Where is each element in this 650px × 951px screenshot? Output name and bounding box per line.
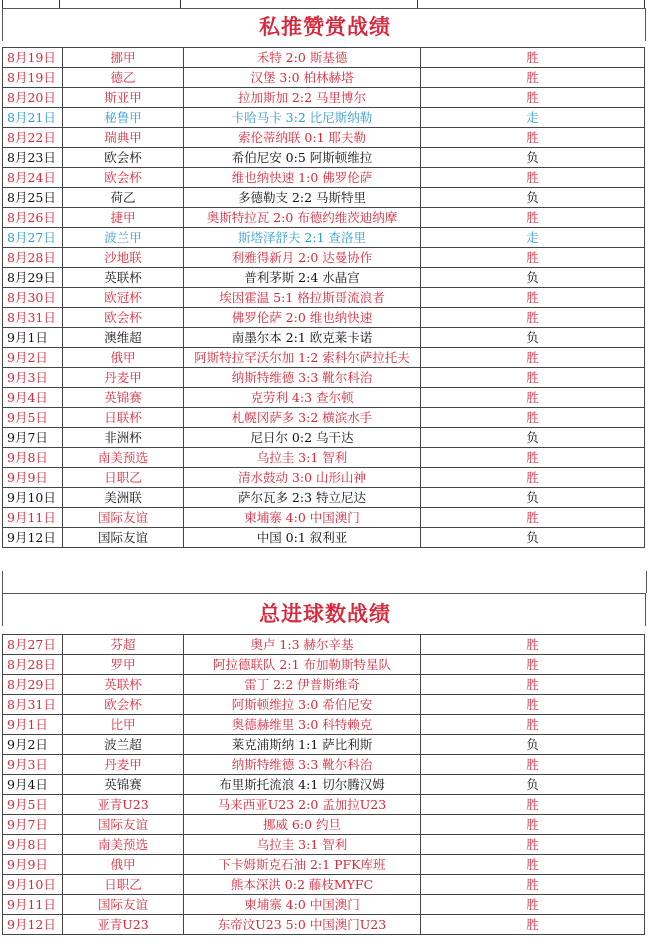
date-cell: 8月19日 — [3, 48, 63, 68]
league-cell: 德乙 — [63, 68, 184, 88]
match-cell: 萨尔瓦多 2:3 特立尼达 — [184, 488, 421, 508]
result-cell: 胜 — [421, 48, 645, 68]
match-cell: 索伦蒂纳联 0:1 耶夫勒 — [184, 128, 421, 148]
table-row — [3, 815, 645, 835]
match-cell: 多德勒支 2:2 马斯特里 — [184, 188, 421, 208]
result-cell: 胜 — [421, 308, 645, 328]
league-cell: 国际友谊 — [63, 815, 184, 835]
result-cell: 负 — [421, 528, 645, 548]
result-cell: 胜 — [421, 855, 645, 875]
league-cell: 日职乙 — [63, 875, 184, 895]
match-cell: 乌拉圭 3:1 智利 — [184, 448, 421, 468]
result-cell: 胜 — [421, 915, 645, 935]
top-table-edge — [0, 0, 650, 8]
match-cell: 中国 0:1 叙利亚 — [184, 528, 421, 548]
table-row — [3, 895, 645, 915]
table-row — [3, 528, 645, 548]
league-cell: 欧会杯 — [63, 695, 184, 715]
league-cell: 瑞典甲 — [63, 128, 184, 148]
date-cell: 8月29日 — [3, 268, 63, 288]
date-cell: 9月10日 — [3, 875, 63, 895]
result-cell: 胜 — [421, 288, 645, 308]
match-cell: 雷丁 2:2 伊普斯维奇 — [184, 675, 421, 695]
match-cell: 纳斯特维德 3:3 靴尔科治 — [184, 755, 421, 775]
date-cell: 8月24日 — [3, 168, 63, 188]
result-cell: 负 — [421, 775, 645, 795]
date-cell: 9月5日 — [3, 408, 63, 428]
result-cell: 胜 — [421, 448, 645, 468]
table-row — [3, 695, 645, 715]
match-cell: 马来西亚U23 2:0 孟加拉U23 — [184, 795, 421, 815]
match-cell: 利雅得新月 2:0 达曼协作 — [184, 248, 421, 268]
section-2-title: 总进球数战绩 — [259, 602, 391, 626]
date-cell: 9月4日 — [3, 775, 63, 795]
match-cell: 禾特 2:0 斯基德 — [184, 48, 421, 68]
league-cell: 俄甲 — [63, 348, 184, 368]
table-row — [3, 468, 645, 488]
match-cell: 阿斯顿维拉 3:0 希伯尼安 — [184, 695, 421, 715]
league-cell: 挪甲 — [63, 48, 184, 68]
date-cell: 8月31日 — [3, 695, 63, 715]
date-cell: 8月20日 — [3, 88, 63, 108]
date-cell: 8月25日 — [3, 188, 63, 208]
result-cell: 胜 — [421, 655, 645, 675]
match-cell: 纳斯特维德 3:3 靴尔科治 — [184, 368, 421, 388]
result-cell: 胜 — [421, 835, 645, 855]
league-cell: 罗甲 — [63, 655, 184, 675]
date-cell: 9月8日 — [3, 835, 63, 855]
date-cell: 9月11日 — [3, 508, 63, 528]
result-cell: 胜 — [421, 875, 645, 895]
result-cell: 走 — [421, 228, 645, 248]
league-cell: 捷甲 — [63, 208, 184, 228]
date-cell: 8月29日 — [3, 675, 63, 695]
match-cell: 柬埔寨 4:0 中国澳门 — [184, 508, 421, 528]
table-row — [3, 308, 645, 328]
table-row — [3, 368, 645, 388]
result-cell: 胜 — [421, 795, 645, 815]
table-row — [3, 348, 645, 368]
table-row — [3, 288, 645, 308]
league-cell: 国际友谊 — [63, 895, 184, 915]
result-cell: 胜 — [421, 248, 645, 268]
table-row — [3, 855, 645, 875]
match-cell: 奥德赫维里 3:0 科特赖克 — [184, 715, 421, 735]
date-cell: 8月28日 — [3, 655, 63, 675]
league-cell: 南美预选 — [63, 835, 184, 855]
date-cell: 9月2日 — [3, 348, 63, 368]
date-cell: 9月2日 — [3, 735, 63, 755]
table-row — [3, 68, 645, 88]
date-cell: 9月1日 — [3, 715, 63, 735]
result-cell: 负 — [421, 328, 645, 348]
match-cell: 熊本深洪 0:2 藤枝MYFC — [184, 875, 421, 895]
result-cell: 胜 — [421, 348, 645, 368]
match-cell: 柬埔寨 4:0 中国澳门 — [184, 895, 421, 915]
result-cell: 负 — [421, 148, 645, 168]
match-cell: 阿拉德联队 2:1 布加勒斯特星队 — [184, 655, 421, 675]
match-cell: 奥卢 1:3 赫尔辛基 — [184, 635, 421, 655]
table-row — [3, 248, 645, 268]
table-row — [3, 228, 645, 248]
table-row — [3, 268, 645, 288]
match-cell: 奥斯特拉瓦 2:0 布德约维茨迪纳摩 — [184, 208, 421, 228]
league-cell: 澳维超 — [63, 328, 184, 348]
result-cell: 胜 — [421, 208, 645, 228]
result-cell: 胜 — [421, 88, 645, 108]
table-row — [3, 168, 645, 188]
match-cell: 拉加斯加 2:2 马里博尔 — [184, 88, 421, 108]
table-row — [3, 508, 645, 528]
table-row — [3, 755, 645, 775]
league-cell: 秘鲁甲 — [63, 108, 184, 128]
league-cell: 荷乙 — [63, 188, 184, 208]
match-cell: 佛罗伦萨 2:0 维也纳快速 — [184, 308, 421, 328]
table-row — [3, 48, 645, 68]
section-1-table — [2, 47, 645, 548]
league-cell: 欧会杯 — [63, 168, 184, 188]
date-cell: 8月27日 — [3, 228, 63, 248]
league-cell: 芬超 — [63, 635, 184, 655]
league-cell: 斯亚甲 — [63, 88, 184, 108]
date-cell: 9月7日 — [3, 815, 63, 835]
league-cell: 英锦赛 — [63, 775, 184, 795]
league-cell: 丹麦甲 — [63, 368, 184, 388]
match-cell: 乌拉圭 3:1 智利 — [184, 835, 421, 855]
date-cell: 9月4日 — [3, 388, 63, 408]
table-row — [3, 875, 645, 895]
result-cell: 胜 — [421, 168, 645, 188]
date-cell: 8月23日 — [3, 148, 63, 168]
league-cell: 亚青U23 — [63, 795, 184, 815]
table-row — [3, 655, 645, 675]
league-cell: 日职乙 — [63, 468, 184, 488]
match-cell: 东帝汶U23 5:0 中国澳门U23 — [184, 915, 421, 935]
result-cell: 胜 — [421, 755, 645, 775]
table-row — [3, 635, 645, 655]
date-cell: 8月21日 — [3, 108, 63, 128]
match-cell: 普利茅斯 2:4 水晶宫 — [184, 268, 421, 288]
result-cell: 负 — [421, 428, 645, 448]
date-cell: 9月12日 — [3, 915, 63, 935]
match-cell: 布里斯托流浪 4:1 切尔腾汉姆 — [184, 775, 421, 795]
result-cell: 负 — [421, 735, 645, 755]
result-cell: 走 — [421, 108, 645, 128]
league-cell: 波兰超 — [63, 735, 184, 755]
table-row — [3, 835, 645, 855]
match-cell: 挪威 6:0 约旦 — [184, 815, 421, 835]
result-cell: 胜 — [421, 715, 645, 735]
league-cell: 日联杯 — [63, 408, 184, 428]
league-cell: 英联杯 — [63, 268, 184, 288]
date-cell: 9月8日 — [3, 448, 63, 468]
date-cell: 9月3日 — [3, 755, 63, 775]
date-cell: 9月3日 — [3, 368, 63, 388]
match-cell: 斯塔泽舒夫 2:1 查洛里 — [184, 228, 421, 248]
result-cell: 胜 — [421, 368, 645, 388]
table-row — [3, 148, 645, 168]
match-cell: 维也纳快速 1:0 佛罗伦萨 — [184, 168, 421, 188]
match-cell: 希伯尼安 0:5 阿斯顿维拉 — [184, 148, 421, 168]
league-cell: 俄甲 — [63, 855, 184, 875]
league-cell: 南美预选 — [63, 448, 184, 468]
date-cell: 8月28日 — [3, 248, 63, 268]
date-cell: 9月7日 — [3, 428, 63, 448]
date-cell: 9月5日 — [3, 795, 63, 815]
date-cell: 9月11日 — [3, 895, 63, 915]
match-cell: 清水鼓动 3:0 山形山神 — [184, 468, 421, 488]
league-cell: 比甲 — [63, 715, 184, 735]
match-cell: 尼日尔 0:2 乌干达 — [184, 428, 421, 448]
result-cell: 胜 — [421, 408, 645, 428]
table-row — [3, 408, 645, 428]
result-cell: 负 — [421, 268, 645, 288]
section-2-table — [2, 634, 645, 935]
section-gap — [2, 571, 647, 593]
result-cell: 胜 — [421, 128, 645, 148]
date-cell: 9月1日 — [3, 328, 63, 348]
date-cell: 8月26日 — [3, 208, 63, 228]
date-cell: 8月30日 — [3, 288, 63, 308]
table-row — [3, 675, 645, 695]
date-cell: 8月31日 — [3, 308, 63, 328]
match-cell: 卡哈马卡 3:2 比尼斯纳勒 — [184, 108, 421, 128]
table-row — [3, 488, 645, 508]
table-row — [3, 108, 645, 128]
result-cell: 胜 — [421, 635, 645, 655]
result-cell: 负 — [421, 188, 645, 208]
result-cell: 胜 — [421, 895, 645, 915]
result-cell: 胜 — [421, 508, 645, 528]
date-cell: 8月19日 — [3, 68, 63, 88]
result-cell: 负 — [421, 488, 645, 508]
date-cell: 9月9日 — [3, 468, 63, 488]
table-row — [3, 795, 645, 815]
match-cell: 阿斯特拉罕沃尔加 1:2 索科尔萨拉托夫 — [184, 348, 421, 368]
league-cell: 非洲杯 — [63, 428, 184, 448]
table-row — [3, 735, 645, 755]
league-cell: 英锦赛 — [63, 388, 184, 408]
result-cell: 胜 — [421, 815, 645, 835]
table-row — [3, 188, 645, 208]
table-row — [3, 328, 645, 348]
section-1-title: 私推赞赏战绩 — [259, 15, 391, 39]
table-row — [3, 715, 645, 735]
result-cell: 胜 — [421, 468, 645, 488]
table-row — [3, 775, 645, 795]
table-row — [3, 915, 645, 935]
date-cell: 9月9日 — [3, 855, 63, 875]
match-cell: 埃因霍温 5:1 格拉斯哥流浪者 — [184, 288, 421, 308]
match-cell: 克劳利 4:3 查尔顿 — [184, 388, 421, 408]
date-cell: 9月10日 — [3, 488, 63, 508]
date-cell: 8月27日 — [3, 635, 63, 655]
result-cell: 胜 — [421, 68, 645, 88]
match-cell: 莱克浦斯纳 1:1 萨比利斯 — [184, 735, 421, 755]
league-cell: 欧会杯 — [63, 308, 184, 328]
date-cell: 9月12日 — [3, 528, 63, 548]
match-cell: 札幌冈萨多 3:2 横滨水手 — [184, 408, 421, 428]
match-cell: 南墨尔本 2:1 欧克莱卡诺 — [184, 328, 421, 348]
league-cell: 亚青U23 — [63, 915, 184, 935]
result-cell: 胜 — [421, 388, 645, 408]
result-cell: 胜 — [421, 675, 645, 695]
table-row — [3, 428, 645, 448]
league-cell: 沙地联 — [63, 248, 184, 268]
table-row — [3, 88, 645, 108]
match-cell: 下卡姆斯克石油 2:1 PFK库班 — [184, 855, 421, 875]
match-cell: 汉堡 3:0 柏林赫塔 — [184, 68, 421, 88]
league-cell: 欧会杯 — [63, 148, 184, 168]
league-cell: 美洲联 — [63, 488, 184, 508]
league-cell: 波兰甲 — [63, 228, 184, 248]
league-cell: 英联杯 — [63, 675, 184, 695]
table-row — [3, 128, 645, 148]
table-row — [3, 388, 645, 408]
league-cell: 国际友谊 — [63, 508, 184, 528]
result-cell: 胜 — [421, 695, 645, 715]
date-cell: 8月22日 — [3, 128, 63, 148]
league-cell: 国际友谊 — [63, 528, 184, 548]
table-row — [3, 208, 645, 228]
league-cell: 欧冠杯 — [63, 288, 184, 308]
league-cell: 丹麦甲 — [63, 755, 184, 775]
table-row — [3, 448, 645, 468]
